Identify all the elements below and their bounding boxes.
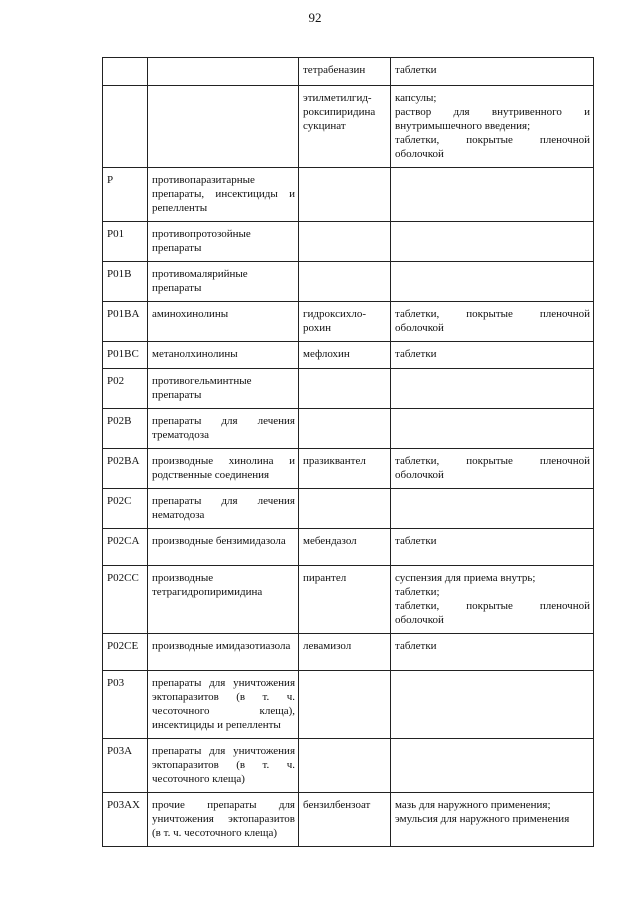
group-name-cell: противогельминтные препараты bbox=[148, 369, 299, 409]
dosage-forms-cell bbox=[391, 489, 594, 529]
atc-code-cell bbox=[103, 86, 148, 168]
dosage-form: мазь для наружного применения; bbox=[395, 799, 551, 811]
dosage-form: таблетки bbox=[395, 640, 437, 652]
drug-name-cell bbox=[299, 409, 391, 449]
drug-name-cell: гидроксихло-рохин bbox=[299, 302, 391, 342]
drug-name-cell bbox=[299, 168, 391, 222]
dosage-form: раствор для внутривенного и внутримышечного введения; bbox=[395, 106, 590, 132]
dosage-forms-cell bbox=[391, 671, 594, 739]
atc-code-cell: P03AX bbox=[103, 793, 148, 847]
dosage-form: таблетки, покрытые пленочной оболочкой bbox=[395, 600, 590, 626]
dosage-forms-cell bbox=[391, 222, 594, 262]
dosage-forms-cell bbox=[391, 634, 594, 671]
dosage-forms-cell bbox=[391, 369, 594, 409]
drug-name-cell: тетрабеназин bbox=[299, 58, 391, 86]
drug-name-cell bbox=[299, 262, 391, 302]
dosage-forms-cell bbox=[391, 793, 594, 847]
dosage-forms-cell bbox=[391, 302, 594, 342]
atc-code-cell: P01BA bbox=[103, 302, 148, 342]
group-name-cell: производные имидазотиазола bbox=[148, 634, 299, 671]
dosage-form: таблетки bbox=[395, 535, 437, 547]
group-name-cell: противопаразитарные препараты, инсектициды и репелленты bbox=[148, 168, 299, 222]
table-row bbox=[103, 739, 594, 793]
dosage-forms-cell bbox=[391, 262, 594, 302]
table-row bbox=[103, 566, 594, 634]
table-row bbox=[103, 409, 594, 449]
dosage-forms-cell bbox=[391, 409, 594, 449]
page-number: 92 bbox=[308, 10, 322, 25]
dosage-forms-cell bbox=[391, 168, 594, 222]
drug-name-cell bbox=[299, 489, 391, 529]
table-row bbox=[103, 529, 594, 566]
atc-code-cell bbox=[103, 58, 148, 86]
group-name-cell: аминохинолины bbox=[148, 302, 299, 342]
dosage-forms-cell bbox=[391, 529, 594, 566]
table-row bbox=[103, 342, 594, 369]
atc-code-cell: P01 bbox=[103, 222, 148, 262]
drug-name-cell: бензилбензоат bbox=[299, 793, 391, 847]
group-name-cell bbox=[148, 86, 299, 168]
atc-code-cell: P02CE bbox=[103, 634, 148, 671]
atc-code-cell: P01B bbox=[103, 262, 148, 302]
dosage-form: таблетки; bbox=[395, 586, 440, 598]
drug-name-cell bbox=[299, 369, 391, 409]
drug-name-cell: празиквантел bbox=[299, 449, 391, 489]
table-body bbox=[103, 58, 594, 847]
atc-code-cell: P01BC bbox=[103, 342, 148, 369]
table-row bbox=[103, 58, 594, 86]
group-name-cell: противомалярийные препараты bbox=[148, 262, 299, 302]
dosage-forms-cell bbox=[391, 58, 594, 86]
dosage-form: таблетки, покрытые пленочной оболочкой bbox=[395, 134, 590, 160]
group-name-cell: препараты для лечения нематодоза bbox=[148, 489, 299, 529]
medication-table bbox=[102, 57, 594, 847]
dosage-form: таблетки bbox=[395, 348, 437, 360]
atc-code-cell: P03A bbox=[103, 739, 148, 793]
atc-code-cell: P02CC bbox=[103, 566, 148, 634]
group-name-cell: производные тетрагидропиримидина bbox=[148, 566, 299, 634]
table-row bbox=[103, 222, 594, 262]
atc-code-cell: P03 bbox=[103, 671, 148, 739]
dosage-form: суспензия для приема внутрь; bbox=[395, 572, 536, 584]
dosage-form: эмульсия для наружного применения bbox=[395, 813, 570, 825]
drug-name-cell bbox=[299, 222, 391, 262]
group-name-cell: прочие препараты для уничтожения эктопаразитов (в т. ч. чесоточного клеща) bbox=[148, 793, 299, 847]
drug-name-cell: мефлохин bbox=[299, 342, 391, 369]
table-row bbox=[103, 369, 594, 409]
dosage-form: таблетки, покрытые пленочной оболочкой bbox=[395, 455, 590, 481]
drug-name-cell bbox=[299, 671, 391, 739]
table-row bbox=[103, 168, 594, 222]
table-row bbox=[103, 262, 594, 302]
group-name-cell: препараты для уничтожения эктопаразитов (в т. ч. чесоточного клеща), инсектициды и репелленты bbox=[148, 671, 299, 739]
dosage-forms-cell bbox=[391, 739, 594, 793]
table-row bbox=[103, 86, 594, 168]
dosage-forms-cell bbox=[391, 342, 594, 369]
drug-name-cell: пирантел bbox=[299, 566, 391, 634]
table-row bbox=[103, 449, 594, 489]
table-row bbox=[103, 793, 594, 847]
group-name-cell: метанолхинолины bbox=[148, 342, 299, 369]
dosage-form: таблетки bbox=[395, 64, 437, 76]
atc-code-cell: P bbox=[103, 168, 148, 222]
group-name-cell: препараты для уничтожения эктопаразитов (в т. ч. чесоточного клеща) bbox=[148, 739, 299, 793]
group-name-cell bbox=[148, 58, 299, 86]
drug-name-cell: мебендазол bbox=[299, 529, 391, 566]
table-row bbox=[103, 671, 594, 739]
dosage-forms-cell bbox=[391, 566, 594, 634]
group-name-cell: противопротозойные препараты bbox=[148, 222, 299, 262]
drug-name-cell bbox=[299, 739, 391, 793]
group-name-cell: производные хинолина и родственные соединения bbox=[148, 449, 299, 489]
drug-name-cell: левамизол bbox=[299, 634, 391, 671]
table-row bbox=[103, 302, 594, 342]
atc-code-cell: P02CA bbox=[103, 529, 148, 566]
atc-code-cell: P02 bbox=[103, 369, 148, 409]
atc-code-cell: P02C bbox=[103, 489, 148, 529]
dosage-forms-cell bbox=[391, 449, 594, 489]
group-name-cell: производные бензимидазола bbox=[148, 529, 299, 566]
drug-name-cell: этилметилгид-роксипиридина сукцинат bbox=[299, 86, 391, 168]
dosage-form: таблетки, покрытые пленочной оболочкой bbox=[395, 308, 590, 334]
dosage-form: капсулы; bbox=[395, 92, 437, 104]
atc-code-cell: P02B bbox=[103, 409, 148, 449]
dosage-forms-cell bbox=[391, 86, 594, 168]
table-row bbox=[103, 489, 594, 529]
atc-code-cell: P02BA bbox=[103, 449, 148, 489]
table-row bbox=[103, 634, 594, 671]
group-name-cell: препараты для лечения трематодоза bbox=[148, 409, 299, 449]
